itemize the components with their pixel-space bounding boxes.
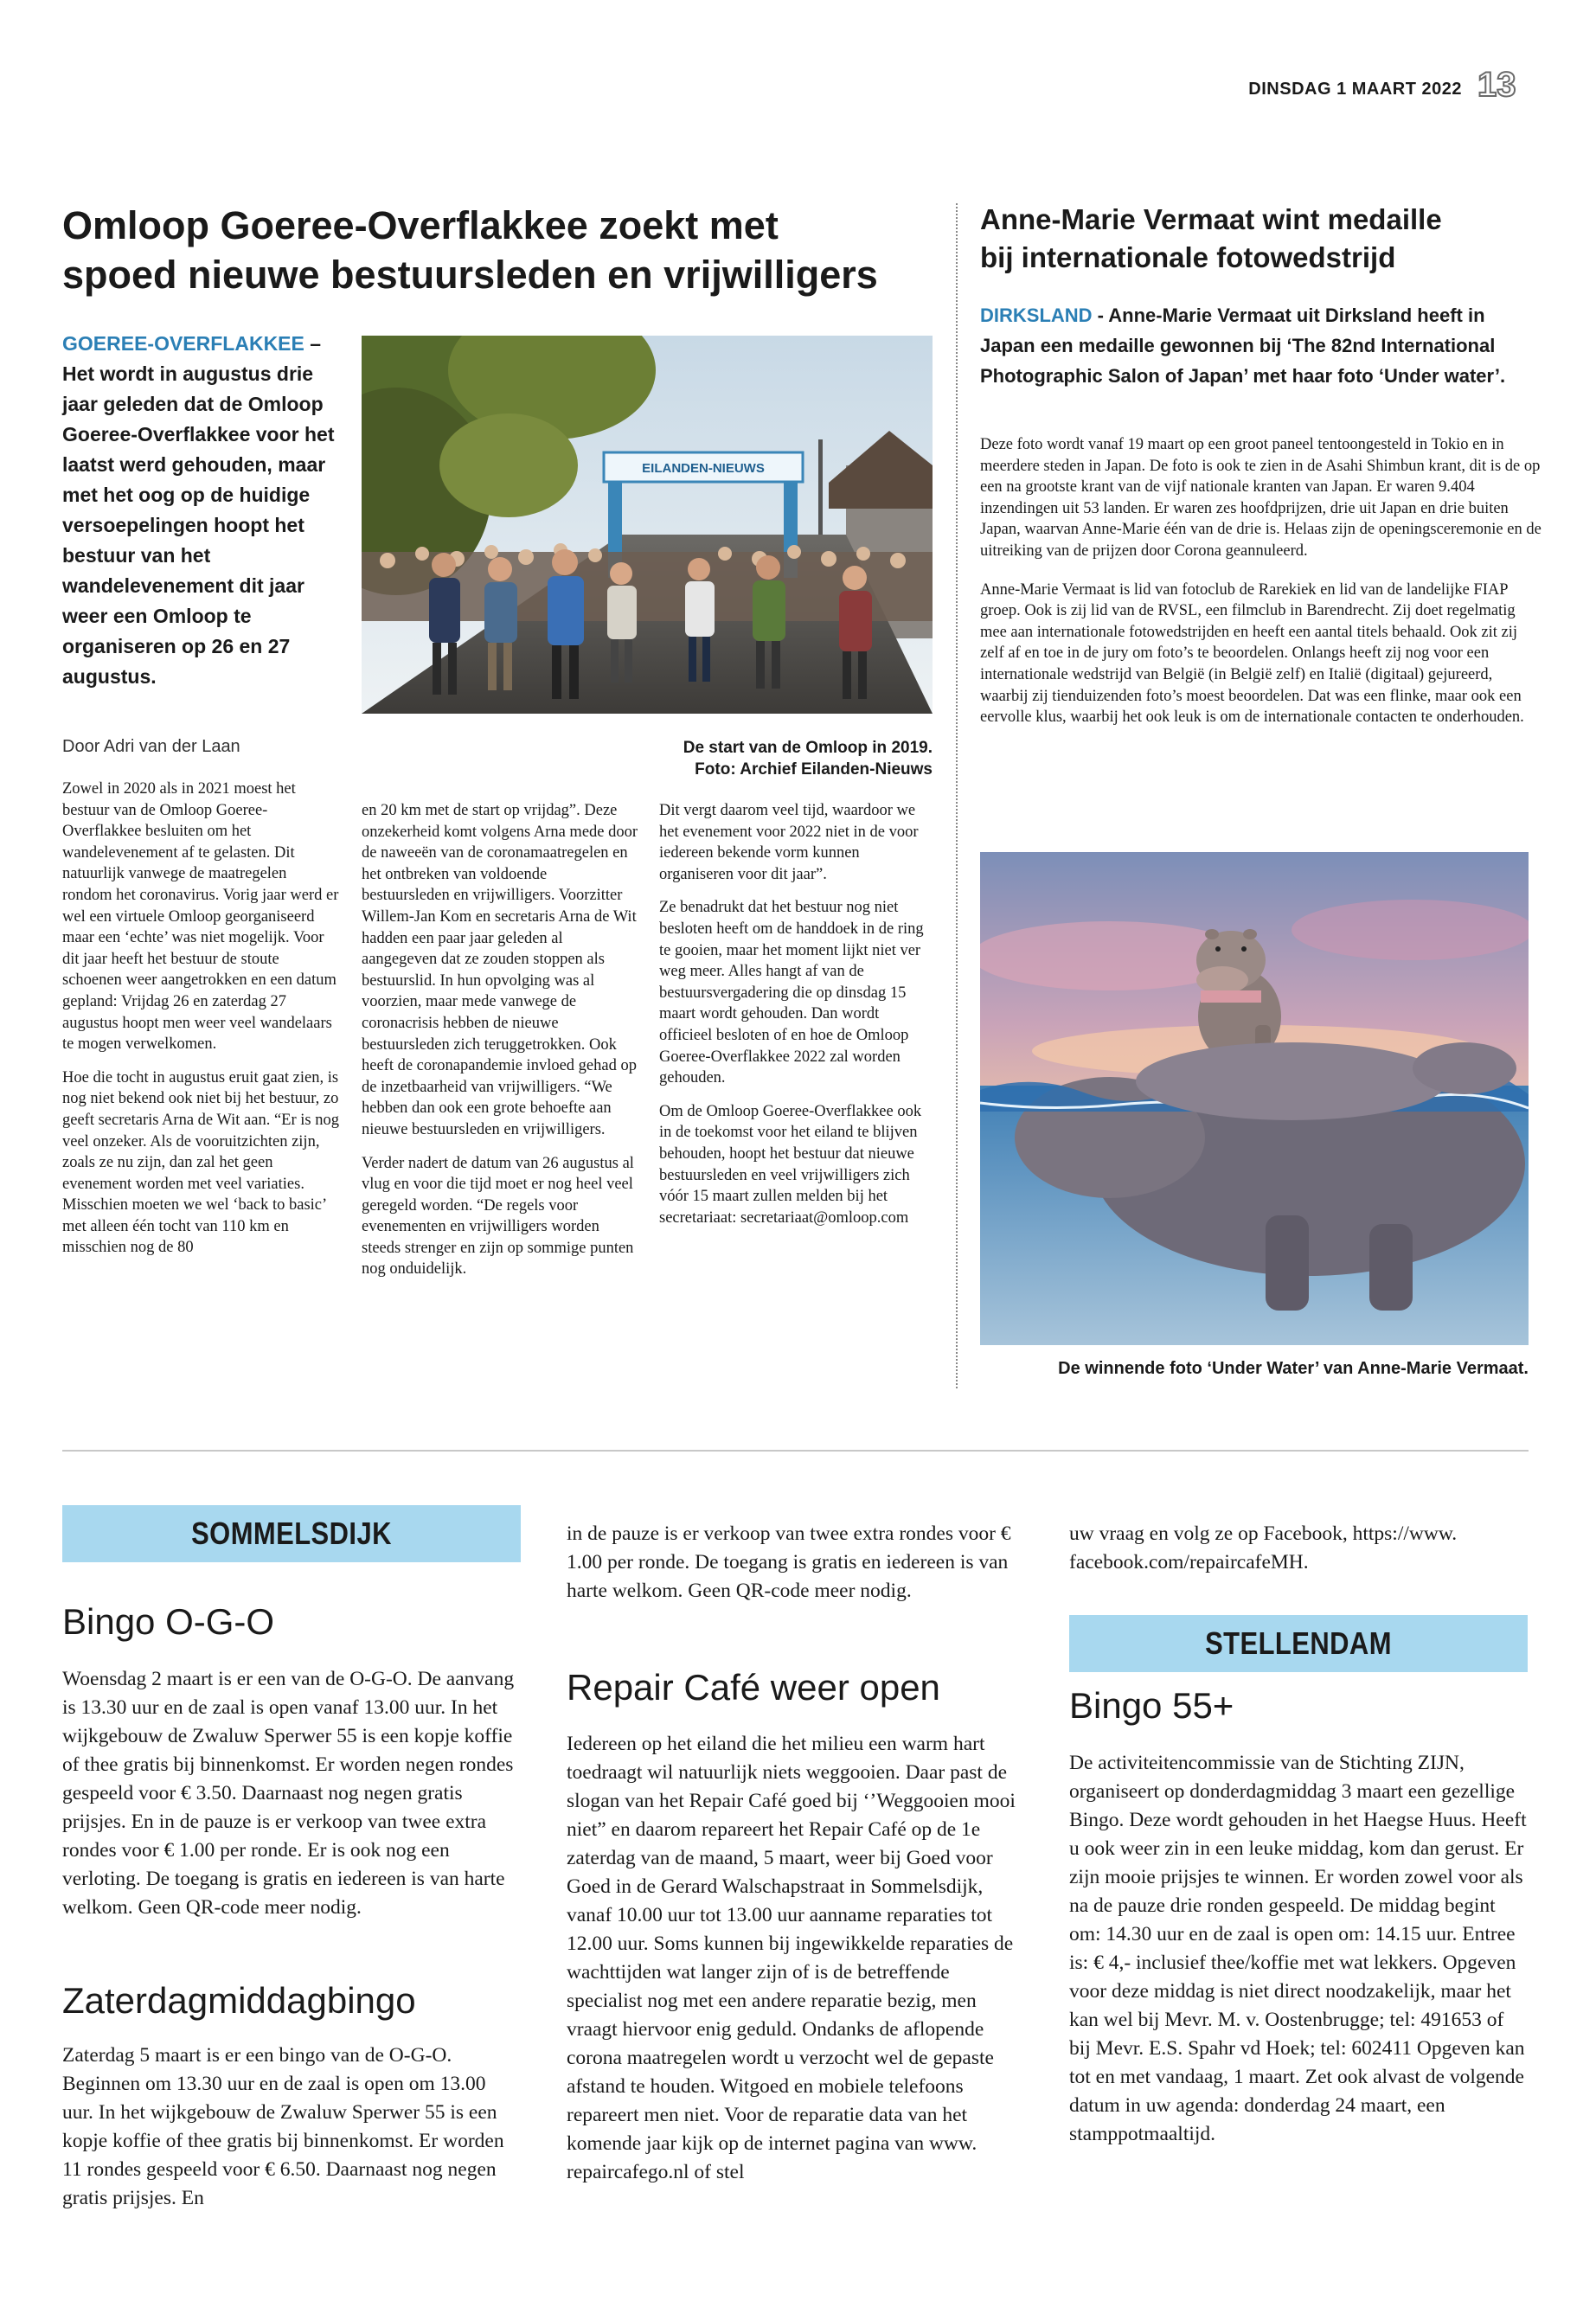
sommelsdijk-banner-wrap xyxy=(62,1505,521,1562)
omloop-column-2 xyxy=(362,800,638,1292)
bingo-55-title: Bingo 55+ xyxy=(1069,1685,1234,1726)
vermaat-p2: Anne-Marie Vermaat is lid van fotoclub de Rarekiek en lid van de landelijke FIAP groep. Ook is zij lid van de RVSL, een filmclub in Barendrecht. Zij doet regelmatig mee aan internationale fotowedstrijden en heeft een aantal titels behaald. Ook zit zij zelf af en toe in de jury om foto’s te beoordelen. Onlangs heeft zij nog voor een internationale wedstrijd van België (in België zelf) en Italië (digitaal) gejureerd, waarbij zij tienduizenden foto’s moest beoordelen. Dat was een flinke, maar ook een eervolle klus, waarbij het ook leuk is om de internationale contacten te onderhouden. xyxy=(980,580,1524,727)
vermaat-photo-svg xyxy=(980,852,1529,1345)
zaterdagmiddagbingo-continued: in de pauze is er verkoop van twee extra rondes voor € 1.00 per ronde. De toegang is gratis en iedereen is van harte welkom. Geen QR-code meer nodig. xyxy=(567,1522,1011,1602)
omloop-headline xyxy=(62,201,945,299)
zaterdagmiddagbingo-text: Zaterdag 5 maart is er een bingo van de O-G-O. Beginnen om 13.30 uur en de zaal is open om 13.00 uur. In het wijkgebouw de Zwaluw Sperwer 55 is een kopje koffie of thee gratis bij binnenkomst. Er worden 11 rondes gespeeld voor € 6.50. Daarnaast nog negen gratis prijsjes. En xyxy=(62,2044,504,2209)
omloop-photo xyxy=(362,336,933,714)
repair-cafe-text: Iedereen op het eiland die het milieu een warm hart toedraagt wil natuurlijk niets weggooien. Daar past de slogan van het Repair Café goed bij ‘’Weggooien mooi niet” en daarom repareert het Repair Café op de 1e zaterdag van de maand, 5 maart, weer bij Goed voor Goed in de Gerard Walschapstraat in Sommelsdijk, vanaf 10.00 uur tot 13.00 uur aanname reparaties tot 12.00 uur. Soms kunnen bij ingewikkelde reparaties de wachttijden wat langer zijn of is de betreffende specialist nog met een andere reparatie bezig, men vraagt hiervoor enig geduld. Ondanks de aflopende corona maatregelen wordt u verzocht wel de gepaste afstand te houden. Witgoed en mobiele telefoons repareert men niet. Voor de reparatie data van het komende jaar kijk op de internet pagina van www. repaircafego.nl of stel xyxy=(567,1733,1016,2183)
omloop-col2-p1: en 20 km met de start op vrijdag”. Deze onzekerheid komt volgens Arna mede door de naweeën van de coronamaatregelen en het ontbreken van voldoende bestuursleden en vrijwilligers. Voorzitter Willem-Jan Kom en secretaris Arna de Wit hadden een paar jaar geleden al aangegeven dat ze zouden stoppen als bestuurslid. In hun opvolging was al voorzien, maar mede vanwege de coronacrisis hebben de nieuwe bestuursleden zich teruggetrokken. Ook heeft de coronapandemie invloed gehad op de inzetbaarheid van vrijwilligers. “We hebben dan ook een grote behoefte aan nieuwe bestuursleden en vrijwilligers. xyxy=(362,802,638,1138)
vermaat-lead-text: - Anne-Marie Vermaat uit Dirksland heeft in Japan een medaille gewonnen bij ‘The 82nd International Photographic Salon of Japan’ met haar foto ‘Under water’. xyxy=(980,304,1506,387)
omloop-col2-p2: Verder nadert de datum van 26 augustus al vlug en voor die tijd moet er nog heel veel geregeld worden. “De regels voor evenementen en vrijwilligers worden steeds strenger en zijn op sommige punten nog onduidelijk. xyxy=(362,1154,634,1279)
vermaat-photo xyxy=(980,852,1529,1345)
repair-cafe-title: Repair Café weer open xyxy=(567,1667,940,1708)
omloop-col3-p3: Om de Omloop Goeree-Overflakkee ook in de toekomst voor het eiland te blijven behouden, hoopt het bestuur dat nieuwe bestuursleden en veel vrijwilligers zich vóór 15 maart zullen melden bij het secretariaat: secretariaat@omloop.com xyxy=(659,1102,922,1227)
repair-cafe-continued: uw vraag en volg ze op Facebook, https://www. facebook.com/repaircafeMH. xyxy=(1069,1522,1458,1574)
vermaat-headline xyxy=(980,201,1542,277)
zaterdagmiddagbingo-title: Zaterdagmiddagbingo xyxy=(62,1980,416,2021)
omloop-column-3 xyxy=(659,800,934,1240)
bingo-ogo-title: Bingo O-G-O xyxy=(62,1601,275,1642)
omloop-lead: GOEREE-OVERFLAKKEE – Het wordt in augustus drie jaar geleden dat de Omloop Goeree-Overflakkee voor het laatst werd gehouden, maar met het oog op de huidige versoepelingen hoopt het bestuur van het wandelevenement dit jaar weer een Omloop te organiseren op 26 en 27 augustus. xyxy=(62,332,335,688)
omloop-caption-line1: De start van de Omloop in 2019. xyxy=(683,739,933,757)
vermaat-body xyxy=(980,434,1542,740)
sommelsdijk-banner: SOMMELSDIJK xyxy=(191,1516,392,1551)
page-number: 13 xyxy=(1477,66,1516,104)
omloop-col3-p2: Ze benadrukt dat het bestuur nog niet besloten heeft om de handdoek in de ring te gooien, maar het moment lijkt niet ver weg meer. Alles hangt af van de bestuursvergadering die op dinsdag 15 maart wordt gehouden. Dan wordt officieel besloten of en hoe de Omloop Goeree-Overflakkee 2022 zal worden gehouden. xyxy=(659,899,924,1087)
vermaat-lead xyxy=(980,300,1542,391)
stellendam-banner: STELLENDAM xyxy=(1205,1625,1392,1661)
vermaat-p1: Deze foto wordt vanaf 19 maart op een groot paneel tentoongesteld in Tokio en in meerdere steden in Japan. De foto is ook te zien in de Asahi Shimbun krant, dit is de op een na grootste krant van de vijf nationale kranten van Japan. Er waren 9.404 inzendingen uit 53 landen. Er waren zes hoofdprijzen, drie uit Japan en drie buiten Japan, waarvan Anne-Marie één van de drie is. Helaas zijn de openingsceremonie en de uitreiking van de prijzen door Corona geannuleerd. xyxy=(980,436,1542,560)
omloop-col1-p1: Zowel in 2020 als in 2021 moest het bestuur van de Omloop Goeree-Overflakkee besluiten om het wandelevenement af te gelasten. Dit natuurlijk vanwege de maatregelen rondom het coronavirus. Vorig jaar werd er wel een virtuele Omloop georganiseerd maar een ‘echte’ was niet mogelijk. Voor dit jaar heeft het bestuur de stoute schoenen weer aangetrokken en een datum gepland: Vrijdag 26 en zaterdag 27 augustus hoopt men weer veel wandelaars te mogen verwelkomen. xyxy=(62,780,339,1054)
omloop-lead-text: Het wordt in augustus drie jaar geleden dat de Omloop Goeree-Overflakkee voor het laatst werd gehouden, maar met het oog op de huidige versoepelingen hoopt het bestuur van het wandelevenement dit jaar weer een Omloop te organiseren op 26 en 27 augustus. xyxy=(62,362,335,688)
vermaat-headline-line1: Anne-Marie Vermaat wint medaille xyxy=(980,203,1442,235)
section-divider xyxy=(62,1450,1529,1452)
vermaat-headline-line2: bij internationale fotowedstrijd xyxy=(980,241,1396,273)
omloop-place: GOEREE-OVERFLAKKEE xyxy=(62,332,304,355)
omloop-photo-caption xyxy=(519,737,933,780)
omloop-column-1 xyxy=(62,779,339,1271)
omloop-photo-svg xyxy=(362,336,933,714)
omloop-headline-line1: Omloop Goeree-Overflakkee zoekt met xyxy=(62,203,779,247)
bingo-55-text: De activiteitencommissie van de Stichting ZIJN, organiseert op donderdagmiddag 3 maart een gezellige Bingo. Deze wordt gehouden in het Haegse Huus. Heeft u ook weer zin in een leuke middag, kom dan gerust. Er zijn mooie prijsjes te winnen. Er worden zowel voor als na de pauze drie ronden gespeeld. De middag begint om: 14.30 uur en de zaal is open om: 14.15 uur. Entree is: € 4,- inclusief thee/koffie met wat lekkers. Opgeven voor deze middag is niet direct noodzakelijk, maar het kan wel bij Mevr. M. v. Oostenbrugge; tel: 491653 of bij Mevr. E.S. Spahr vd Hoek; tel: 602411 Opgeven kan tot en met vandaag, 1 maart. Zet ook alvast de volgende datum in uw agenda: donderdag 24 maart, een stamppotmaaltijd. xyxy=(1069,1752,1527,2145)
omloop-col1-p2: Hoe die tocht in augustus eruit gaat zien, is nog niet bekend ook niet bij het bestuur, zo geeft secretaris Arna de Wit aan. “Er is nog veel onzeker. Als de vooruitzichten zijn, zoals ze nu zijn, dan zal het geen evenement worden met veel variaties. Misschien moeten we wel ‘back to basic’ met alleen één tocht van 110 km en misschien nog de 80 xyxy=(62,1068,339,1257)
omloop-arch-text: EILANDEN-NIEUWS xyxy=(642,461,765,476)
page-date: DINSDAG 1 MAART 2022 xyxy=(1248,80,1462,99)
vermaat-place: DIRKSLAND xyxy=(980,304,1093,326)
stellendam-banner-wrap xyxy=(1069,1615,1528,1672)
column-divider xyxy=(956,203,958,1388)
omloop-caption-line2: Foto: Archief Eilanden-Nieuws xyxy=(695,760,933,779)
bingo-ogo-text: Woensdag 2 maart is er een van de O-G-O. De aanvang is 13.30 uur en de zaal is open vanaf 13.00 uur. In het wijkgebouw de Zwaluw Sperwer 55 is een kopje koffie of thee gratis bij binnenkomst. Er worden negen rondes gespeeld voor € 3.50. Daarnaast nog negen gratis prijsjes. En in de pauze is er verkoop van twee extra rondes voor € 1.00 per ronde. Er is ook nog een verloting. De toegang is gratis en iedereen is van harte welkom. Geen QR-code meer nodig. xyxy=(62,1668,515,1919)
omloop-col3-p1: Dit vergt daarom veel tijd, waardoor we het evenement voor 2022 niet in de voor iedereen bekende vorm kunnen organiseren voor dit jaar”. xyxy=(659,802,919,883)
omloop-byline: Door Adri van der Laan xyxy=(62,737,240,756)
vermaat-photo-caption: De winnende foto ‘Under Water’ van Anne-Marie Vermaat. xyxy=(1058,1359,1529,1378)
omloop-headline-line2: spoed nieuwe bestuursleden en vrijwilligers xyxy=(62,253,878,297)
